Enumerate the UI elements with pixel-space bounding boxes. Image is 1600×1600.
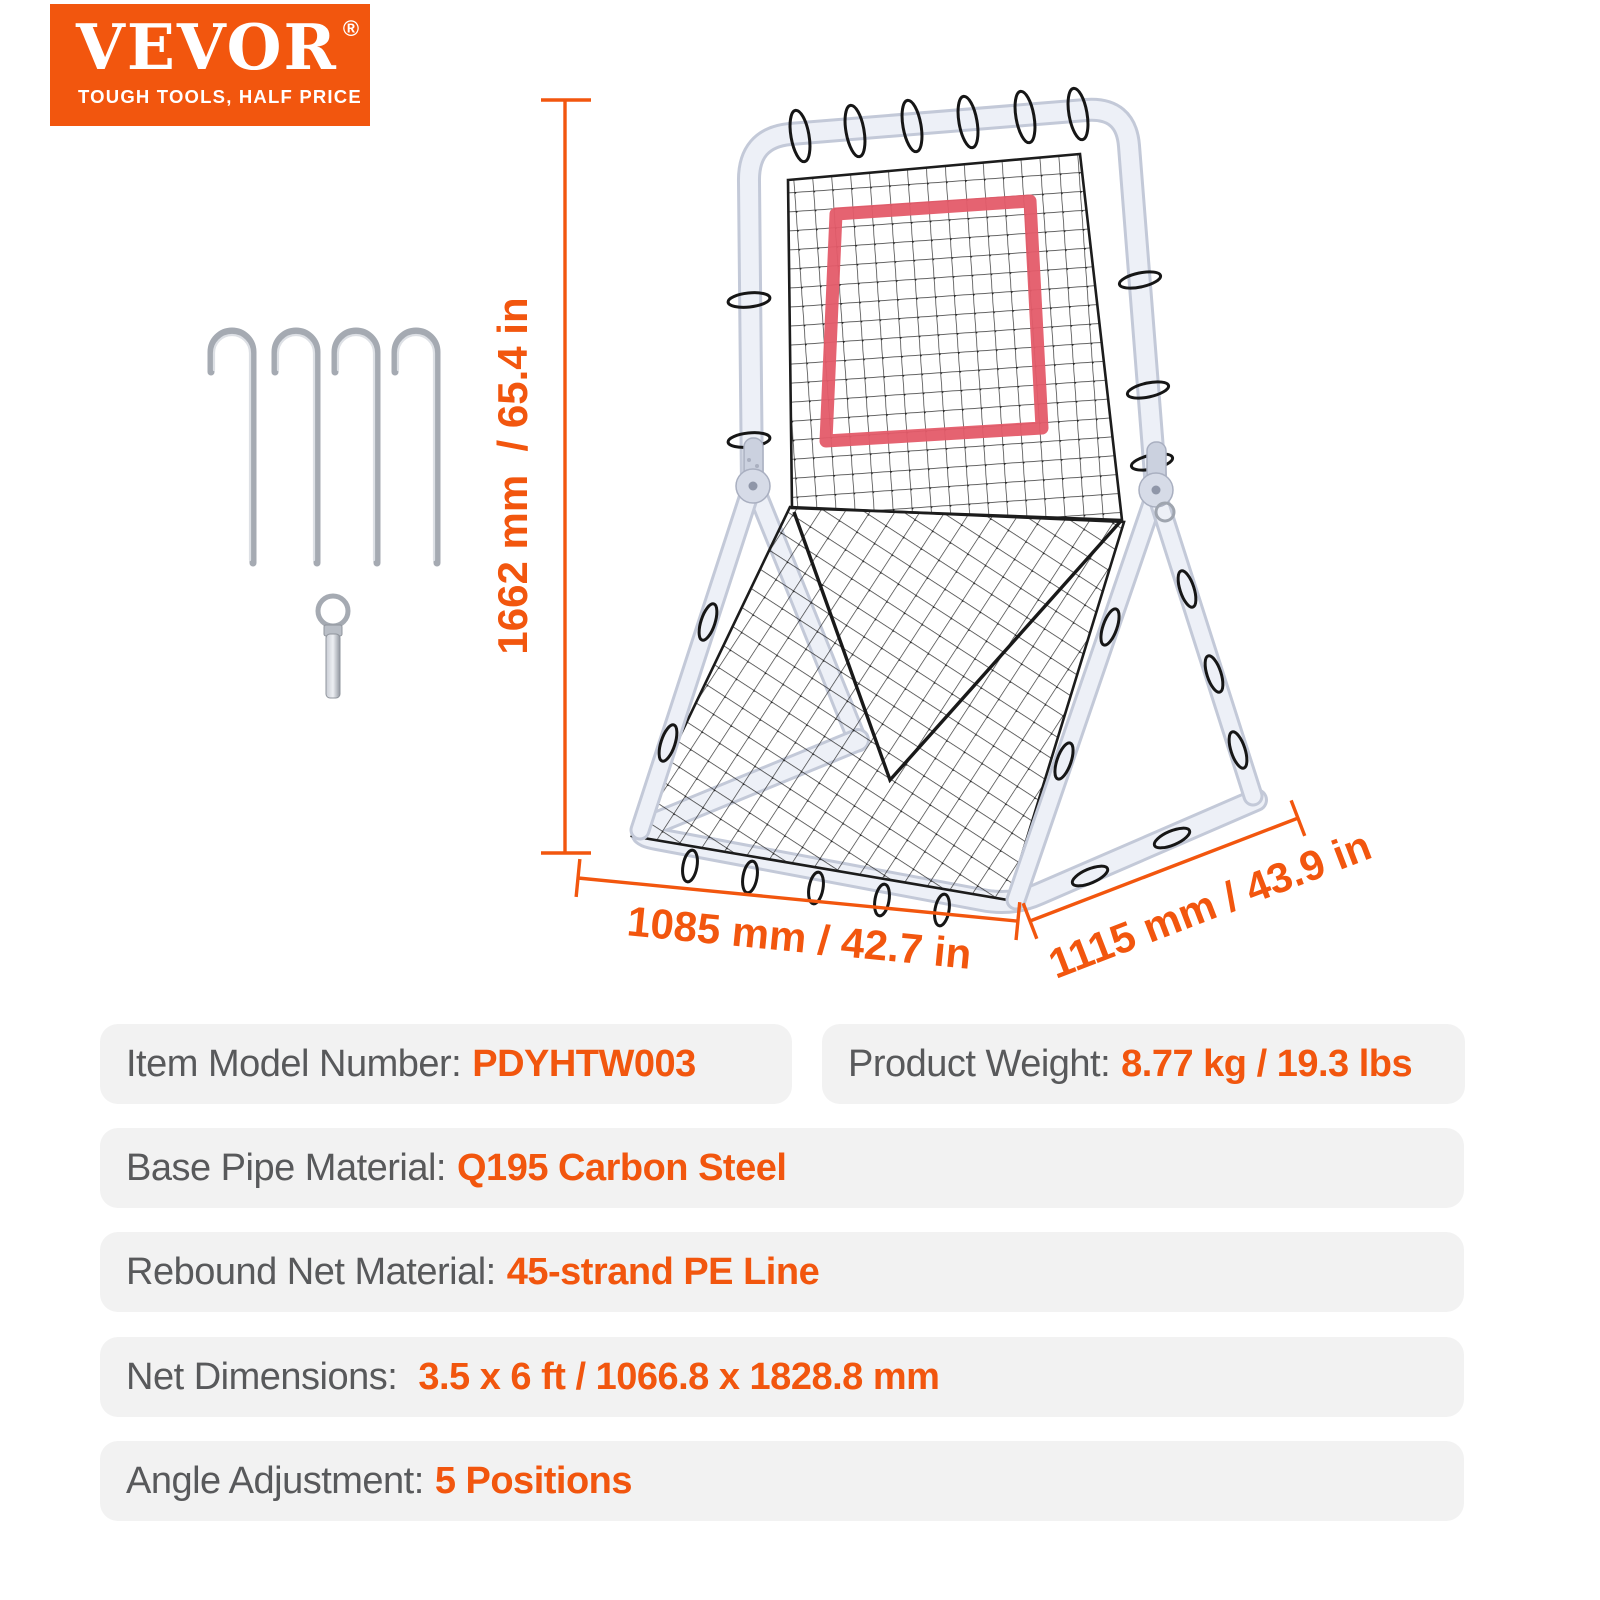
spec-value: 45-strand PE Line xyxy=(506,1250,820,1293)
spec-angle-adjustment xyxy=(100,1441,1464,1521)
height-dimension-label: 1662 mm / 65.4 in xyxy=(489,297,536,655)
spec-rebound-net-material xyxy=(100,1232,1464,1312)
spec-value: 5 Positions xyxy=(434,1459,633,1502)
width-dimension-label: 1085 mm / 42.7 in xyxy=(625,897,974,978)
spec-value: PDYHTW003 xyxy=(472,1042,696,1085)
depth-dimension-label: 1115 mm / 43.9 in xyxy=(1042,821,1378,988)
spec-value: 8.77 kg / 19.3 lbs xyxy=(1121,1042,1413,1085)
spec-value: Q195 Carbon Steel xyxy=(457,1146,787,1189)
height-dimension xyxy=(489,100,591,853)
spec-product-weight xyxy=(822,1024,1465,1104)
upper-net xyxy=(788,154,1122,520)
spec-label: Item Model Number: xyxy=(126,1042,462,1085)
lower-net xyxy=(632,507,1124,900)
registered-trademark-icon: ® xyxy=(342,16,360,41)
spec-label: Angle Adjustment: xyxy=(126,1459,424,1502)
brand-tagline: TOUGH TOOLS, HALF PRICE xyxy=(78,86,362,107)
spec-label: Net Dimensions: xyxy=(126,1355,398,1398)
spec-value: 3.5 x 6 ft / 1066.8 x 1828.8 mm xyxy=(408,1355,940,1398)
spec-item-model-number xyxy=(100,1024,792,1104)
ground-stakes-illustration xyxy=(211,331,437,563)
spec-net-dimensions xyxy=(100,1337,1464,1417)
spec-base-pipe-material xyxy=(100,1128,1464,1208)
spec-label: Rebound Net Material: xyxy=(126,1250,496,1293)
spec-label: Base Pipe Material: xyxy=(126,1146,446,1189)
spec-label: Product Weight: xyxy=(848,1042,1111,1085)
brand-name: VEVOR xyxy=(76,10,338,84)
pull-pin-illustration xyxy=(318,596,348,698)
